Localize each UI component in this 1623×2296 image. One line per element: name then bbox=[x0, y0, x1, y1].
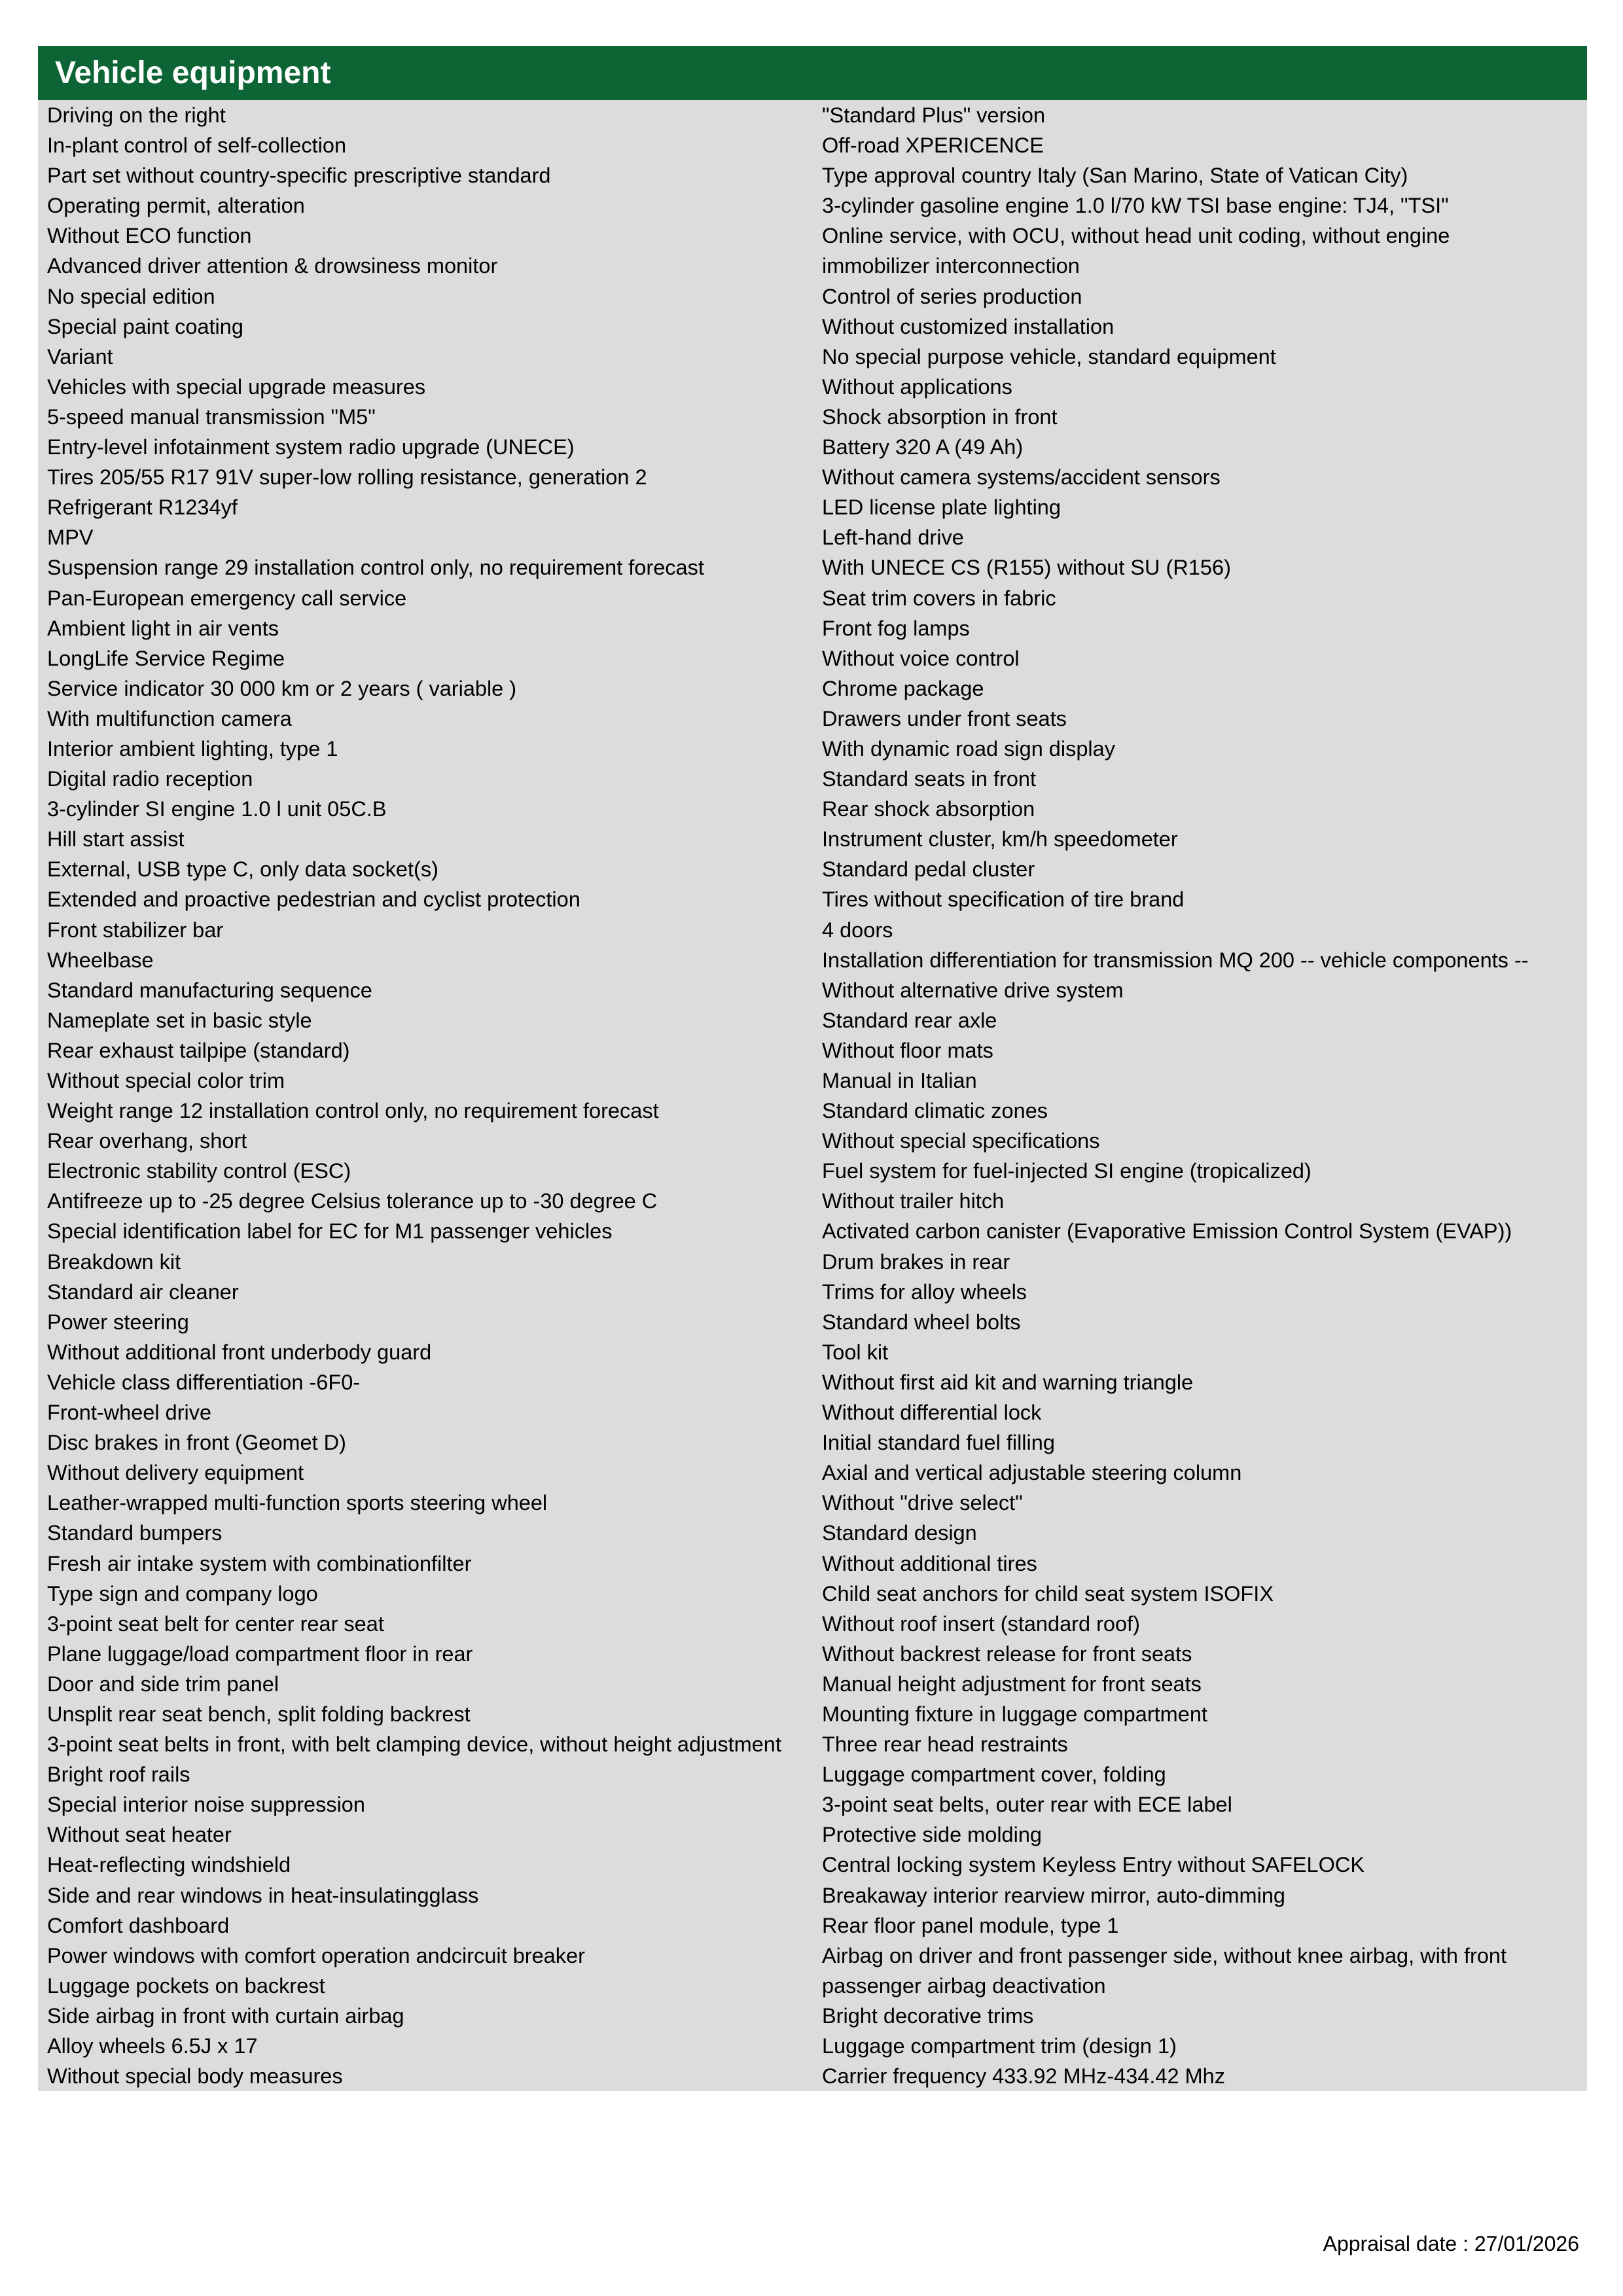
vehicle-equipment-section bbox=[38, 46, 1587, 2091]
equipment-item: Standard climatic zones bbox=[822, 1099, 1048, 1123]
equipment-item: Without trailer hitch bbox=[822, 1189, 1005, 1213]
equipment-item: Without roof insert (standard roof) bbox=[822, 1611, 1140, 1636]
equipment-item: Side airbag in front with curtain airbag bbox=[47, 2003, 404, 2028]
equipment-item: Luggage compartment trim (design 1) bbox=[822, 2034, 1177, 2058]
equipment-item: Chrome package bbox=[822, 676, 984, 700]
equipment-item: Without special color trim bbox=[47, 1069, 285, 1092]
equipment-item: Without voice control bbox=[822, 646, 1020, 670]
equipment-item: Without customized installation bbox=[822, 314, 1115, 338]
equipment-item: Heat-reflecting windshield bbox=[47, 1853, 291, 1877]
equipment-item: Luggage compartment cover, folding bbox=[822, 1763, 1166, 1787]
equipment-item: Vehicle class differentiation -6F0- bbox=[47, 1370, 361, 1394]
equipment-item: Luggage pockets on backrest bbox=[47, 1973, 325, 1998]
equipment-item: Without special specifications bbox=[822, 1129, 1100, 1153]
equipment-item: Without backrest release for front seats bbox=[822, 1641, 1192, 1666]
equipment-item: Special interior noise suppression bbox=[47, 1793, 365, 1817]
equipment-item: Service indicator 30 000 km or 2 years ( variable ) bbox=[47, 676, 517, 700]
section-title: Vehicle equipment bbox=[38, 46, 1587, 100]
equipment-item: Shock absorption in front bbox=[822, 404, 1058, 429]
equipment-item: Variant bbox=[47, 344, 113, 368]
equipment-item: Fresh air intake system with combinationfilter bbox=[47, 1551, 472, 1575]
equipment-item: No special edition bbox=[47, 284, 215, 308]
equipment-item: Standard wheel bolts bbox=[822, 1310, 1021, 1334]
equipment-item: Activated carbon canister (Evaporative Emission Control System (EVAP)) bbox=[822, 1219, 1512, 1244]
equipment-item: Standard air cleaner bbox=[47, 1280, 239, 1304]
equipment-item: Breakdown kit bbox=[47, 1249, 181, 1274]
equipment-item: Tires without specification of tire brand bbox=[822, 888, 1185, 912]
equipment-item: Seat trim covers in fabric bbox=[822, 586, 1056, 610]
equipment-item: Axial and vertical adjustable steering column bbox=[822, 1461, 1242, 1485]
equipment-item: Without camera systems/accident sensors bbox=[822, 465, 1221, 490]
equipment-item: Part set without country-specific prescriptive standard bbox=[47, 164, 551, 188]
equipment-item: Without differential lock bbox=[822, 1401, 1042, 1425]
equipment-item: Comfort dashboard bbox=[47, 1913, 230, 1937]
equipment-item: Without additional tires bbox=[822, 1551, 1037, 1575]
equipment-item: Unsplit rear seat bench, split folding backrest bbox=[47, 1702, 471, 1726]
equipment-item: Standard bumpers bbox=[47, 1521, 223, 1545]
equipment-item: Rear overhang, short bbox=[47, 1129, 247, 1153]
equipment-item: Digital radio reception bbox=[47, 767, 253, 791]
equipment-item: Alloy wheels 6.5J x 17 bbox=[47, 2034, 258, 2058]
equipment-item: Vehicles with special upgrade measures bbox=[47, 374, 426, 399]
equipment-item: Without first aid kit and warning triangle bbox=[822, 1370, 1194, 1394]
equipment-item: Without floor mats bbox=[822, 1038, 993, 1062]
equipment-item: Instrument cluster, km/h speedometer bbox=[822, 827, 1178, 852]
equipment-item: LED license plate lighting bbox=[822, 495, 1061, 520]
equipment-item: Without delivery equipment bbox=[47, 1461, 304, 1485]
equipment-item: Trims for alloy wheels bbox=[822, 1280, 1027, 1304]
equipment-item: Front fog lamps bbox=[822, 616, 970, 640]
equipment-item: Without applications bbox=[822, 374, 1012, 399]
equipment-item: Tool kit bbox=[822, 1340, 889, 1364]
equipment-item: 3-cylinder gasoline engine 1.0 l/70 kW TSI base engine: TJ4, "TSI" bbox=[822, 194, 1449, 218]
equipment-item: Power windows with comfort operation andcircuit breaker bbox=[47, 1943, 585, 1967]
equipment-item: Three rear head restraints bbox=[822, 1732, 1068, 1757]
equipment-item: External, USB type C, only data socket(s) bbox=[47, 857, 438, 882]
equipment-item: Hill start assist bbox=[47, 827, 185, 852]
equipment-item: Standard design bbox=[822, 1521, 977, 1545]
equipment-item: Advanced driver attention & drowsiness monitor bbox=[47, 254, 498, 278]
equipment-item: Operating permit, alteration bbox=[47, 194, 305, 218]
equipment-item: 5-speed manual transmission "M5" bbox=[47, 404, 376, 429]
equipment-item: Rear floor panel module, type 1 bbox=[822, 1913, 1119, 1937]
equipment-list-left bbox=[47, 100, 822, 2091]
equipment-columns bbox=[38, 100, 1587, 2091]
equipment-item: Manual height adjustment for front seats bbox=[822, 1672, 1202, 1696]
equipment-item: Antifreeze up to -25 degree Celsius tolerance up to -30 degree C bbox=[47, 1189, 658, 1213]
equipment-item: Front stabilizer bar bbox=[47, 918, 224, 942]
equipment-item: Driving on the right bbox=[47, 103, 226, 127]
equipment-item: No special purpose vehicle, standard equipment bbox=[822, 344, 1276, 368]
equipment-item: Disc brakes in front (Geomet D) bbox=[47, 1431, 346, 1455]
equipment-item: Without alternative drive system bbox=[822, 978, 1124, 1002]
equipment-item: Interior ambient lighting, type 1 bbox=[47, 736, 338, 761]
equipment-item: "Standard Plus" version bbox=[822, 103, 1046, 127]
equipment-item: Off-road XPERICENCE bbox=[822, 134, 1044, 158]
equipment-item: Standard rear axle bbox=[822, 1008, 997, 1032]
equipment-item: Bright decorative trims bbox=[822, 2003, 1034, 2028]
equipment-item: Rear shock absorption bbox=[822, 797, 1035, 821]
equipment-item: Plane luggage/load compartment floor in rear bbox=[47, 1641, 473, 1666]
equipment-item: Entry-level infotainment system radio upgrade (UNECE) bbox=[47, 435, 575, 459]
equipment-item: Without special body measures bbox=[47, 2064, 343, 2089]
equipment-item: Standard seats in front bbox=[822, 767, 1036, 791]
equipment-item: Fuel system for fuel-injected SI engine (tropicalized) bbox=[822, 1159, 1311, 1183]
equipment-item: Drawers under front seats bbox=[822, 706, 1067, 730]
equipment-item: Type sign and company logo bbox=[47, 1581, 318, 1605]
equipment-item: Type approval country Italy (San Marino, State of Vatican City) bbox=[822, 164, 1408, 188]
equipment-item: 4 doors bbox=[822, 918, 893, 942]
equipment-item: Protective side molding bbox=[822, 1823, 1042, 1847]
equipment-item: Power steering bbox=[47, 1310, 189, 1334]
equipment-item: Rear exhaust tailpipe (standard) bbox=[47, 1038, 350, 1062]
equipment-item: Front-wheel drive bbox=[47, 1401, 212, 1425]
appraisal-date: Appraisal date : 27/01/2026 bbox=[1323, 2232, 1579, 2255]
equipment-item: LongLife Service Regime bbox=[47, 646, 285, 670]
equipment-item: Special identification label for EC for M1 passenger vehicles bbox=[47, 1219, 613, 1244]
equipment-item: Tires 205/55 R17 91V super-low rolling resistance, generation 2 bbox=[47, 465, 647, 490]
equipment-item: With multifunction camera bbox=[47, 706, 292, 730]
equipment-item: 3-point seat belts in front, with belt clamping device, without height adjustment bbox=[47, 1732, 781, 1757]
equipment-item: Left-hand drive bbox=[822, 526, 964, 550]
equipment-item: Standard pedal cluster bbox=[822, 857, 1035, 882]
equipment-item: Bright roof rails bbox=[47, 1763, 190, 1787]
equipment-item: Side and rear windows in heat-insulatingglass bbox=[47, 1883, 479, 1907]
equipment-item: Central locking system Keyless Entry without SAFELOCK bbox=[822, 1853, 1365, 1877]
equipment-item: Suspension range 29 installation control only, no requirement forecast bbox=[47, 556, 704, 580]
equipment-item: Breakaway interior rearview mirror, auto-dimming bbox=[822, 1883, 1286, 1907]
equipment-item: 3-point seat belts, outer rear with ECE label bbox=[822, 1793, 1232, 1817]
equipment-item: With UNECE CS (R155) without SU (R156) bbox=[822, 556, 1231, 580]
equipment-item: Airbag on driver and front passenger side, without knee airbag, with front passenger airbag deactivation bbox=[822, 1943, 1507, 1998]
equipment-item: In-plant control of self-collection bbox=[47, 134, 347, 158]
equipment-item: Leather-wrapped multi-function sports steering wheel bbox=[47, 1491, 548, 1515]
equipment-item: Weight range 12 installation control only, no requirement forecast bbox=[47, 1099, 659, 1123]
equipment-item: Special paint coating bbox=[47, 314, 243, 338]
equipment-item: MPV bbox=[47, 526, 94, 550]
equipment-item: Battery 320 A (49 Ah) bbox=[822, 435, 1024, 459]
equipment-item: Child seat anchors for child seat system ISOFIX bbox=[822, 1581, 1274, 1605]
equipment-item: Electronic stability control (ESC) bbox=[47, 1159, 351, 1183]
equipment-item: 3-point seat belt for center rear seat bbox=[47, 1611, 384, 1636]
equipment-item: Door and side trim panel bbox=[47, 1672, 279, 1696]
equipment-list-right bbox=[822, 100, 1587, 2091]
equipment-item: Standard manufacturing sequence bbox=[47, 978, 372, 1002]
equipment-item: Extended and proactive pedestrian and cyclist protection bbox=[47, 888, 580, 912]
equipment-item: With dynamic road sign display bbox=[822, 736, 1115, 761]
equipment-item: Nameplate set in basic style bbox=[47, 1008, 312, 1032]
equipment-item: Online service, with OCU, without head unit coding, without engine immobilizer interconnection bbox=[822, 224, 1450, 278]
equipment-item: Wheelbase bbox=[47, 948, 154, 972]
equipment-item: Ambient light in air vents bbox=[47, 616, 279, 640]
equipment-item: Control of series production bbox=[822, 284, 1082, 308]
equipment-item: Without additional front underbody guard bbox=[47, 1340, 432, 1364]
equipment-item: Without ECO function bbox=[47, 224, 252, 248]
equipment-item: Manual in Italian bbox=[822, 1069, 977, 1092]
equipment-item: Mounting fixture in luggage compartment bbox=[822, 1702, 1207, 1726]
equipment-item: Carrier frequency 433.92 MHz-434.42 Mhz bbox=[822, 2064, 1225, 2089]
equipment-item: Without "drive select" bbox=[822, 1491, 1023, 1515]
equipment-item: Refrigerant R1234yf bbox=[47, 495, 238, 520]
equipment-item: Initial standard fuel filling bbox=[822, 1431, 1055, 1455]
equipment-item: 3-cylinder SI engine 1.0 l unit 05C.B bbox=[47, 797, 387, 821]
equipment-item: Drum brakes in rear bbox=[822, 1249, 1010, 1274]
equipment-item: Installation differentiation for transmission MQ 200 -- vehicle components -- bbox=[822, 948, 1529, 972]
equipment-item: Pan-European emergency call service bbox=[47, 586, 407, 610]
equipment-item: Without seat heater bbox=[47, 1823, 232, 1847]
